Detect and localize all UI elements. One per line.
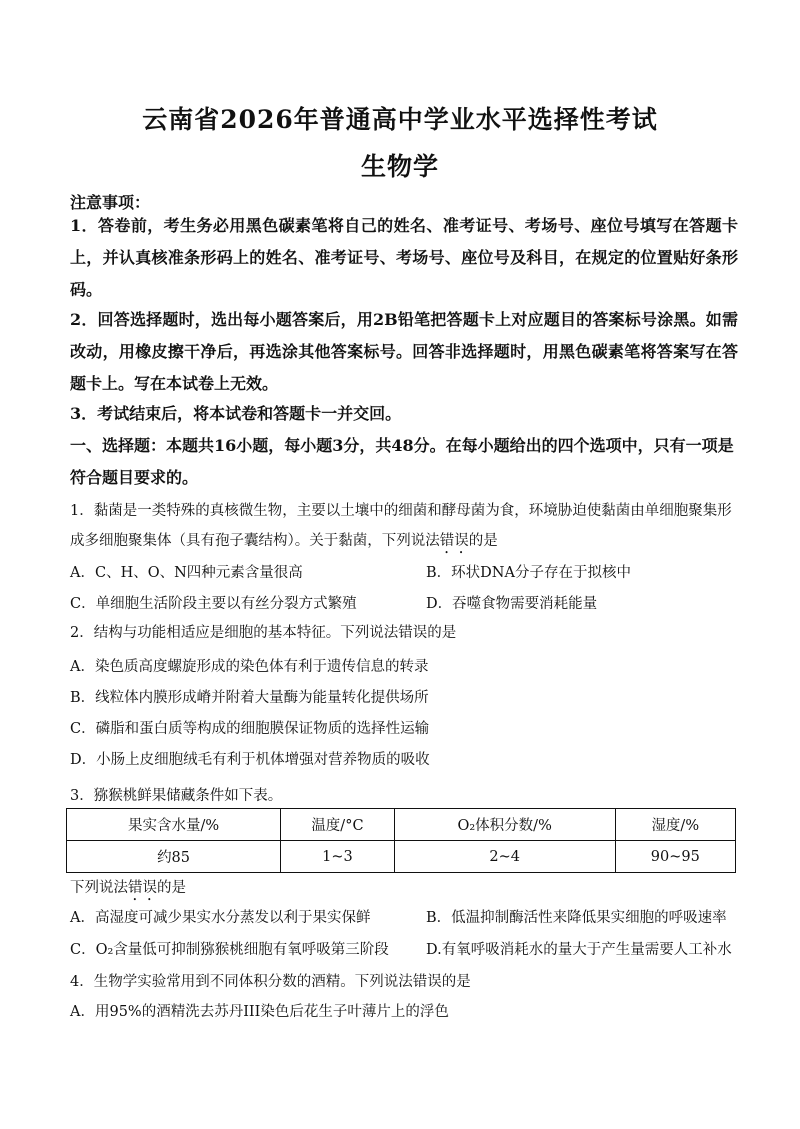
exam-title: 云南省2026年普通高中学业水平选择性考试 [142,105,658,134]
notice-heading: 注意事项： [70,193,151,212]
storage-conditions-table [66,808,736,873]
notice-item-3: 3．考试结束后，将本试卷和答题卡一并交回。 [70,404,402,423]
table-cell-temperature: 1~3 [281,841,395,873]
table-cell-humidity: 90~95 [615,841,735,873]
question-3-option-a: A．高湿度可减少果实水分蒸发以利于果实保鲜 [70,910,371,926]
question-2-option-d: D．小肠上皮细胞绒毛有利于机体增强对营养物质的吸收 [70,752,430,768]
question-4-emphasis: 错误 [412,974,442,990]
question-1-option-a: A．C、H、O、N四种元素含量很高 [70,565,303,581]
question-1-stem [70,496,738,557]
question-1-option-c: C．单细胞生活阶段主要以有丝分裂方式繁殖 [70,596,357,612]
question-3-option-b: B．低温抑制酶活性来降低果实细胞的呼吸速率 [426,910,727,926]
question-3-followup-end: 的是 [157,880,186,896]
question-2-stem [70,618,738,648]
question-2-stem-end: 的是 [427,625,457,641]
question-2-stem-text: 2．结构与功能相适应是细胞的基本特征。下列说法 [70,625,399,641]
question-3-option-c: C．O₂含量低可抑制猕猴桃细胞有氧呼吸第三阶段 [70,942,389,958]
question-3-emphasis: 错误 [128,880,157,896]
table-cell-water: 约85 [67,841,281,873]
question-2-option-b: B．线粒体内膜形成嵴并附着大量酶为能量转化提供场所 [70,690,429,706]
question-1-stem-text: 1．黏菌是一类特殊的真核微生物，主要以土壤中的细菌和酵母菌为食，环境胁迫使黏菌由单细胞聚集形成多细胞聚集体（具有孢子囊结构）。关于黏菌，下列说法 [70,503,732,549]
table-header-water: 果实含水量/% [67,809,281,841]
exam-subject: 生物学 [360,152,439,181]
question-4-option-a: A．用95%的酒精洗去苏丹III染色后花生子叶薄片上的浮色 [70,1004,449,1020]
question-3-followup [70,876,186,904]
table-header-oxygen: O₂体积分数/% [394,809,615,841]
table-header-humidity: 湿度/% [615,809,735,841]
notice-item-1: 1．答卷前，考生务必用黑色碳素笔将自己的姓名、准考证号、考场号、座位号填写在答题卡上，并认真核准条形码上的姓名、准考证号、考场号、座位号及科目，在规定的位置贴好条形码。 [70,216,738,299]
section-heading: 一、选择题：本题共16小题，每小题3分，共48分。在每小题给出的四个选项中，只有一项是符合题目要求的。 [70,436,734,487]
question-1-option-b: B．环状DNA分子存在于拟核中 [426,565,631,581]
question-1-stem-end: 的是 [468,533,498,549]
question-2-option-c: C．磷脂和蛋白质等构成的细胞膜保证物质的选择性运输 [70,721,430,737]
question-3-stem: 3．猕猴桃鲜果储藏条件如下表。 [70,788,283,804]
question-1-emphasis: 错误 [439,533,469,549]
question-3-followup-text: 下列说法 [70,880,128,896]
notice-item-2: 2．回答选择题时，选出每小题答案后，用2B铅笔把答题卡上对应题目的答案标号涂黑。如需改动，用橡皮擦干净后，再选涂其他答案标号。回答非选择题时，用黑色碳素笔将答案写在答题卡上。写在本试卷上无效。 [70,310,738,393]
table-cell-oxygen: 2~4 [394,841,615,873]
question-2-option-a: A．染色质高度螺旋形成的染色体有利于遗传信息的转录 [70,659,429,675]
table-header-row [67,809,736,841]
question-4-stem-end: 的是 [441,974,471,990]
table-header-temperature: 温度/°C [281,809,395,841]
question-1-option-d: D．吞噬食物需要消耗能量 [426,596,598,612]
question-4-stem [70,967,738,997]
table-row [67,841,736,873]
question-3-option-d: D.有氧呼吸消耗水的量大于产生量需要人工补水 [426,942,732,958]
question-2-emphasis: 错误 [398,625,428,641]
question-4-stem-text: 4．生物学实验常用到不同体积分数的酒精。下列说法 [70,974,413,990]
